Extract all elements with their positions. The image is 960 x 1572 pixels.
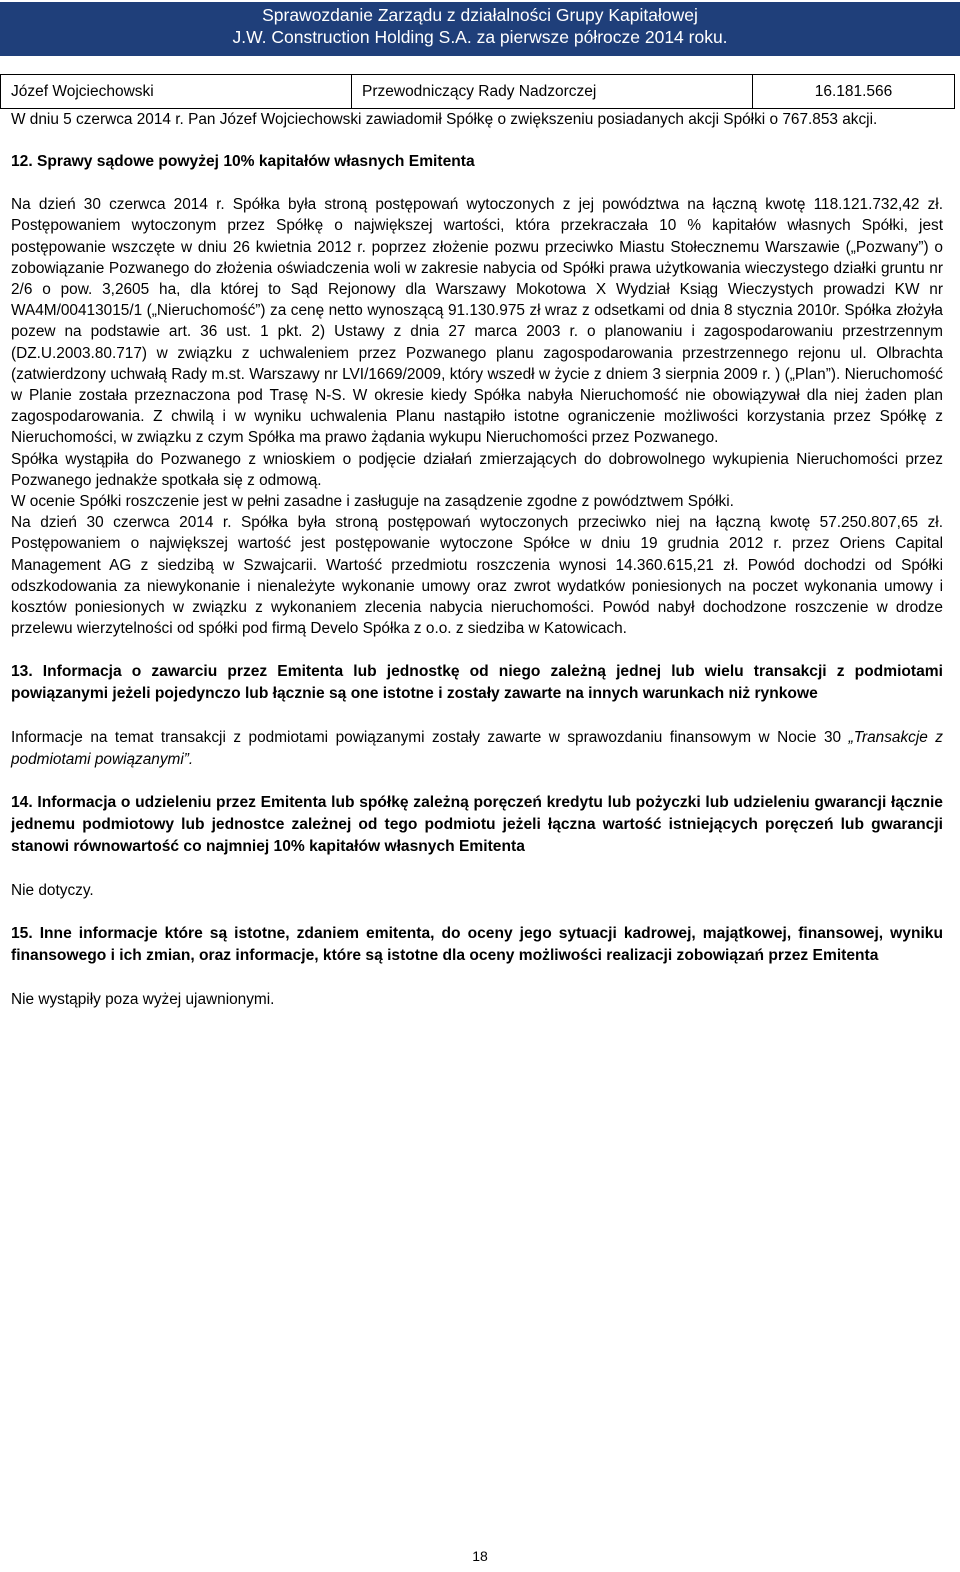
section-13-title: 13. Informacja o zawarciu przez Emitenta lub jednostkę od niego zależną jednej lub wielu transakcji z podmiotami powiązanymi jeżeli pojedynczo lub łącznie są one istotne i zostały zawarte na innych warunkach niż rynkowe: [11, 663, 943, 703]
section-14-text: Nie dotyczy.: [11, 881, 94, 899]
section-12-paragraph: Na dzień 30 czerwca 2014 r. Spółka była stroną postępowań wytoczonych z jej powództwa na łączną kwotę 118.121.732,42 zł. Postępowaniem wytoczonym przez Spółkę o największej wartości, która przekraczała 10 % kapitałów własnych Spółki, jest postępowanie wszczęte w dniu 26 kwietnia 2012 r. poprzez złożenie pozwu przeciwko Miastu Stołecznemu Warszawie („Pozwany”) o zobowiązanie Pozwanego do złożenia oświadczenia woli w zakresie nabycia od Spółki prawa użytkowania wieczystego działki gruntu nr 2/6 o pow. 3,2605 ha, dla której to Sąd Rejonowy dla Warszawy Mokotowa X Wydział Ksiąg Wieczystych prowadzi KW nr WA4M/00413015/1 („Nieruchomość”) za cenę netto wynoszącą 91.130.975 zł wraz z odsetkami od dnia 8 stycznia 2010r. Spółka złożyła pozew na podstawie art. 36 ust. 1 pkt. 2) Ustawy z dnia 27 marca 2003 r. o planowaniu i zagospodarowaniu przestrzennym (DZ.U.2003.80.717) w związku z uchwaleniem przez Pozwanego planu zagospodarowania przestrzennego rejonu ul. Olbrachta (zatwierdzony uchwałą Rady m.st. Warszawy nr LVI/1669/2009, który wszedł w życie z dniem 3 sierpnia 2009 r. ) („Plan”). Nieruchomość w Planie została przeznaczona pod Trasę N-S. W okresie kiedy Spółka nabyła Nieruchomość nie obowiązywał dla niej żaden plan zagospodarowania. Z chwilą i w wyniku uchwalenia Planu nastąpiło istotne ograniczenie możliwości korzystania przez Spółkę z Nieruchomości, w związku z czym Spółka ma prawo żądania wykupu Nieruchomości przez Pozwanego.: [11, 196, 943, 447]
section-15-title: 15. Inne informacje które są istotne, zdaniem emitenta, do oceny jego sytuacji kadrowej, majątkowej, finansowej, wyniku finansowego i ich zmian, oraz informacje, które są istotne dla oceny możliwości realizacji zobowiązań przez Emitenta: [11, 925, 943, 965]
document-header: [0, 2, 960, 56]
shareholder-table: [0, 74, 955, 109]
section-12-paragraph: W ocenie Spółki roszczenie jest w pełni zasadne i zasługuje na zasądzenie zgodne z powództwem Spółki.: [11, 493, 734, 511]
header-title-line2: J.W. Construction Holding S.A. za pierwsze półrocze 2014 roku.: [232, 27, 728, 47]
section-14-title: 14. Informacja o udzieleniu przez Emitenta lub spółkę zależną poręczeń kredytu lub pożyczki lub udzieleniu gwarancji łącznie jednemu podmiotowy lub jednostce zależnej od tego podmiotu jeżeli łączna wartość istniejących poręczeń lub gwarancji stanowi równowartość co najmniej 10% kapitałów własnych Emitenta: [11, 793, 943, 855]
section-12-title: 12. Sprawy sądowe powyżej 10% kapitałów własnych Emitenta: [11, 153, 475, 171]
page-number: 18: [472, 1548, 488, 1564]
section-12-paragraph: Na dzień 30 czerwca 2014 r. Spółka była stroną postępowań wytoczonych przeciwko niej na łączną kwotę 57.250.807,65 zł. Postępowaniem o największej wartość jest postępowanie wytoczone Spółce w dniu 19 grudnia 2012 r. przez Oriens Capital Management AG z siedzibą w Szwajcarii. Wartość przedmiotu roszczenia wynosi 14.360.615,21 zł. Powód dochodzi od Spółki odszkodowania za niewykonanie i nienależyte wykonanie umowy oraz zwrot wydatków poniesionych na poczet wykonania umowy i kosztów poniesionych w związku z wykonaniem zlecenia nabycia nieruchomości. Powód nabył dochodzone roszczenie w drodze przelewu wierzytelności od spółki pod firmą Develo Spółka z o.o. z siedziba w Katowicach.: [11, 514, 943, 638]
shareholder-notice: W dniu 5 czerwca 2014 r. Pan Józef Wojciechowski zawiadomił Spółkę o zwiększeniu posiadanych akcji Spółki o 767.853 akcji.: [11, 111, 878, 128]
document-body: [11, 74, 943, 1010]
section-12-paragraph: Spółka wystąpiła do Pozwanego z wnioskiem o podjęcie działań zmierzających do dobrowolnego wykupienia Nieruchomości przez Pozwanego jednakże spotkała się z odmową.: [11, 450, 943, 489]
table-row: [1, 75, 955, 109]
shareholder-position: Przewodniczący Rady Nadzorczej: [352, 75, 753, 109]
shareholder-name: Józef Wojciechowski: [1, 75, 352, 109]
section-15-text: Nie wystąpiły poza wyżej ujawnionymi.: [11, 991, 275, 1009]
section-13-text: Informacje na temat transakcji z podmiotami powiązanymi zostały zawarte w sprawozdaniu finansowym w Nocie 30 „Transakcje z podmiotami powiązanymi”.: [11, 729, 943, 768]
header-title-line1: Sprawozdanie Zarządu z działalności Grupy Kapitałowej: [262, 5, 698, 25]
shareholder-shares: 16.181.566: [753, 75, 955, 109]
section-13-note-ref: „Transakcje z podmiotami powiązanymi”.: [11, 729, 943, 768]
